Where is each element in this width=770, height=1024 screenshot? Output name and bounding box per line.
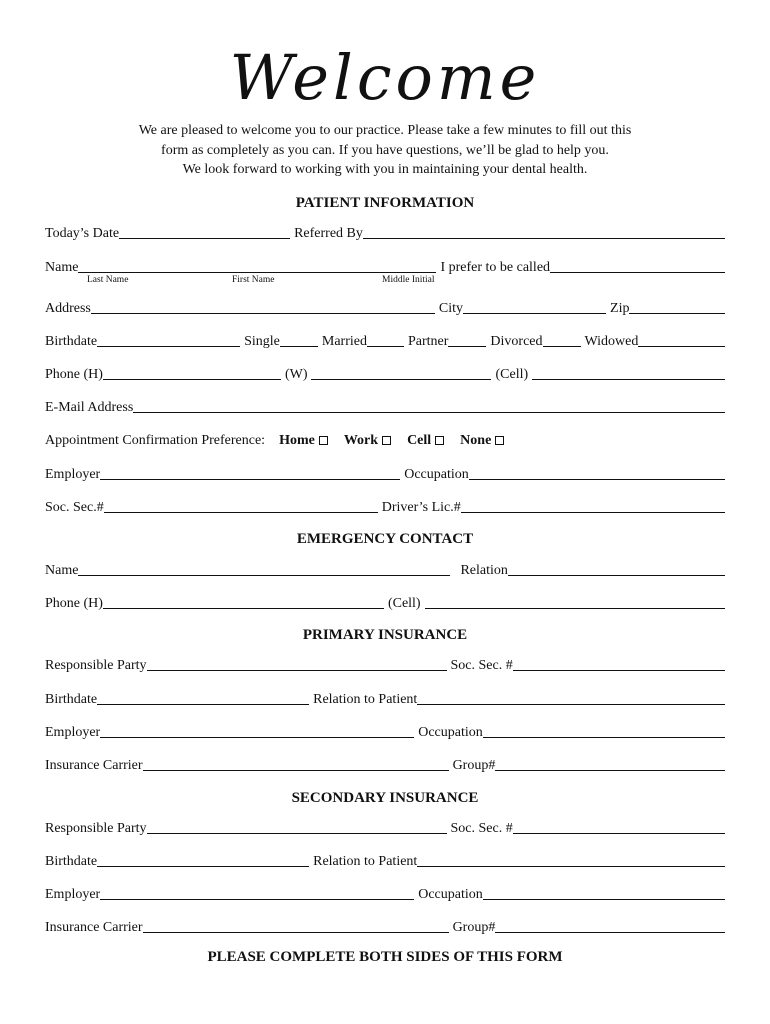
row-appointment-preference [45, 429, 725, 449]
page-title: Welcome [229, 41, 541, 114]
emergency-name-field[interactable] [78, 575, 450, 576]
primary-soc-sec-field[interactable] [513, 670, 725, 671]
emergency-phone-home-label: Phone (H) [45, 596, 103, 611]
secondary-birthdate-field[interactable] [97, 866, 309, 867]
occupation-field[interactable] [469, 479, 725, 480]
todays-date-field[interactable] [119, 238, 290, 239]
primary-group-label: Group# [452, 758, 496, 773]
primary-birthdate-label: Birthdate [45, 692, 98, 707]
emergency-contact-heading: EMERGENCY CONTACT [296, 531, 474, 547]
secondary-carrier-label: Insurance Carrier [45, 920, 143, 935]
referred-by-label: Referred By [294, 226, 363, 241]
row-primary-responsible [45, 654, 725, 674]
phone-cell-field[interactable] [532, 379, 725, 380]
address-label: Address [45, 301, 91, 316]
emergency-name-label: Name [45, 563, 79, 578]
row-primary-employer [45, 721, 725, 741]
drivers-license-label: Driver’s Lic.# [381, 500, 461, 515]
row-emergency-name [45, 559, 725, 579]
emergency-phone-cell-field[interactable] [425, 608, 725, 609]
primary-employer-field[interactable] [100, 737, 414, 738]
drivers-license-field[interactable] [461, 512, 725, 513]
primary-soc-sec-label: Soc. Sec. # [450, 658, 513, 673]
primary-responsible-party-field[interactable] [147, 670, 447, 671]
option-none[interactable] [460, 433, 504, 449]
home-checkbox[interactable] [319, 436, 328, 445]
phone-work-field[interactable] [311, 379, 491, 380]
emergency-phone-cell-label: (Cell) [387, 596, 421, 611]
primary-responsible-party-label: Responsible Party [45, 658, 147, 673]
option-cell-label: Cell [407, 433, 432, 448]
emergency-phone-home-field[interactable] [103, 608, 384, 609]
option-home[interactable] [279, 433, 328, 449]
primary-group-field[interactable] [495, 770, 725, 771]
city-label: City [438, 301, 464, 316]
secondary-group-label: Group# [452, 920, 496, 935]
row-primary-carrier [45, 754, 725, 774]
first-name-caption: First Name [232, 275, 275, 285]
phone-cell-label: (Cell) [495, 367, 529, 382]
secondary-group-field[interactable] [495, 932, 725, 933]
primary-carrier-field[interactable] [143, 770, 449, 771]
intro-line: We look forward to working with you in maintaining your dental health. [182, 162, 588, 177]
secondary-occupation-field[interactable] [483, 899, 725, 900]
phone-home-field[interactable] [103, 379, 281, 380]
option-work[interactable] [344, 433, 391, 449]
secondary-employer-field[interactable] [100, 899, 414, 900]
middle-initial-caption: Middle Initial [382, 275, 435, 285]
single-field[interactable] [280, 346, 318, 347]
married-field[interactable] [367, 346, 404, 347]
primary-employer-label: Employer [45, 725, 101, 740]
row-phone [45, 363, 725, 383]
city-field[interactable] [463, 313, 606, 314]
todays-date-label: Today’s Date [45, 226, 120, 241]
zip-label: Zip [610, 301, 630, 316]
relation-label: Relation [460, 563, 508, 578]
secondary-insurance-heading: SECONDARY INSURANCE [291, 790, 479, 806]
soc-sec-field[interactable] [104, 512, 378, 513]
single-label: Single [244, 334, 280, 349]
primary-birthdate-field[interactable] [97, 704, 309, 705]
work-checkbox[interactable] [382, 436, 391, 445]
employer-label: Employer [45, 467, 101, 482]
relation-field[interactable] [508, 575, 725, 576]
widowed-field[interactable] [638, 346, 725, 347]
zip-field[interactable] [629, 313, 725, 314]
row-address [45, 297, 725, 317]
name-field[interactable] [78, 272, 436, 273]
address-field[interactable] [91, 313, 435, 314]
intro-line: form as completely as you can. If you have questions, we’ll be glad to help you. [161, 142, 609, 158]
divorced-label: Divorced [490, 334, 543, 349]
cell-checkbox[interactable] [435, 436, 444, 445]
email-field[interactable] [133, 412, 725, 413]
row-date-referred [45, 222, 725, 242]
intro-line: We are pleased to welcome you to our practice. Please take a few minutes to fill out this [138, 123, 632, 138]
email-label: E-Mail Address [45, 400, 134, 415]
row-secondary-employer [45, 883, 725, 903]
row-primary-birthdate [45, 688, 725, 708]
patient-information-heading: PATIENT INFORMATION [295, 195, 475, 211]
option-none-label: None [460, 433, 492, 448]
secondary-soc-sec-label: Soc. Sec. # [450, 821, 513, 836]
option-cell[interactable] [407, 433, 444, 449]
partner-label: Partner [407, 334, 449, 349]
primary-occupation-label: Occupation [418, 725, 483, 740]
row-ssn-license [45, 496, 725, 516]
last-name-caption: Last Name [87, 275, 129, 285]
occupation-label: Occupation [404, 467, 469, 482]
row-birthdate-status [45, 330, 725, 350]
primary-insurance-heading: PRIMARY INSURANCE [302, 627, 468, 643]
primary-relation-field[interactable] [417, 704, 725, 705]
appointment-preference-label: Appointment Confirmation Preference: [45, 433, 266, 448]
option-work-label: Work [343, 433, 379, 448]
divorced-field[interactable] [543, 346, 581, 347]
employer-field[interactable] [100, 479, 400, 480]
secondary-responsible-party-label: Responsible Party [45, 821, 147, 836]
secondary-relation-field[interactable] [417, 866, 725, 867]
row-email [45, 396, 725, 416]
phone-work-label: (W) [284, 367, 308, 382]
birthdate-label: Birthdate [45, 334, 98, 349]
option-home-label: Home [279, 433, 315, 448]
referred-by-field[interactable] [363, 238, 725, 239]
secondary-birthdate-label: Birthdate [45, 854, 98, 869]
primary-carrier-label: Insurance Carrier [45, 758, 143, 773]
secondary-occupation-label: Occupation [418, 887, 483, 902]
none-checkbox[interactable] [495, 436, 504, 445]
row-emergency-phone [45, 592, 725, 612]
primary-occupation-field[interactable] [483, 737, 725, 738]
phone-home-label: Phone (H) [45, 367, 103, 382]
secondary-relation-label: Relation to Patient [313, 854, 418, 869]
row-secondary-responsible [45, 817, 725, 837]
secondary-employer-label: Employer [45, 887, 101, 902]
partner-field[interactable] [448, 346, 486, 347]
row-secondary-birthdate [45, 850, 725, 870]
widowed-label: Widowed [584, 334, 639, 349]
secondary-responsible-party-field[interactable] [147, 833, 447, 834]
row-secondary-carrier [45, 916, 725, 936]
footer-notice: PLEASE COMPLETE BOTH SIDES OF THIS FORM [207, 949, 563, 965]
birthdate-field[interactable] [97, 346, 240, 347]
row-employer-occupation [45, 463, 725, 483]
primary-relation-label: Relation to Patient [313, 692, 418, 707]
prefer-called-field[interactable] [550, 272, 725, 273]
prefer-called-label: I prefer to be called [440, 260, 551, 275]
intro-text [0, 121, 770, 180]
married-label: Married [321, 334, 367, 349]
soc-sec-label: Soc. Sec.# [45, 500, 104, 515]
secondary-soc-sec-field[interactable] [513, 833, 725, 834]
name-label: Name [45, 260, 79, 275]
secondary-carrier-field[interactable] [143, 932, 449, 933]
row-name-prefer [45, 256, 725, 276]
